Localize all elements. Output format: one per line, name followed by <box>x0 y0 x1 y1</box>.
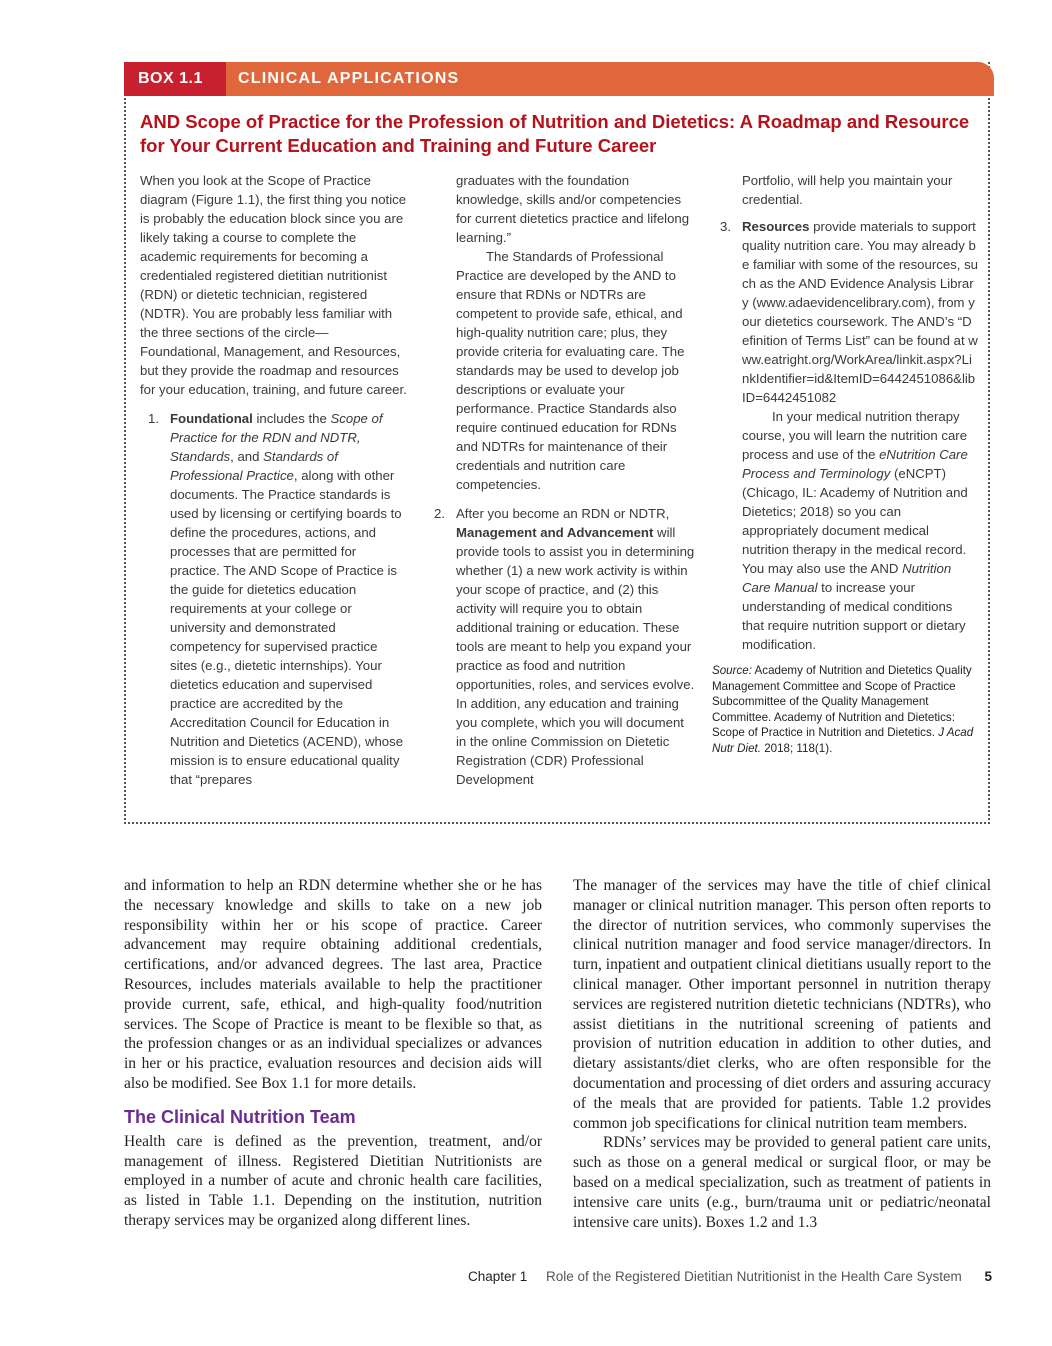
box-continued-paragraph: Portfolio, will help you maintain your credential. <box>742 173 953 207</box>
text-run: will provide tools to assist you in determining whether (1) a new work activity is within your scope of practice, and (2) this activity will require you to obtain additional training or education. These tools are meant to help you expand your practice as food and nutrition opportunities, roles, and services evolve. In addition, any education and training you complete, which you will document in the online Commission on Dietetic Registration (CDR) Professional Development <box>456 525 695 787</box>
body-paragraph: The manager of the services may have the title of chief clinical manager or clinical nutrition manager. This person often reports to the director of nutrition services, who commonly supervises the clinical nutrition manager and food service manager/directors. In turn, inpatient and outpatient clinical dietitians usually report to the clinical manager. Other important personnel in nutrition therapy services are registered nutrition dietetic technicians (NDTRs), who assist dietitians in the nutritional screening of patients and provision of nutrition education in addition to other duties, and dietary assistants/diet clerks, who are often responsible for the documentation and processing of diet orders and assuring accuracy of the meals that are provided for patients. Table 1.2 provides common job specifications for clinical nutrition team members. <box>573 877 991 1132</box>
text-run: , along with other documents. The Practice standards is used by licensing or certifying boards to define the procedures, actions, and processes that are permitted for practice. The AND Scope of Practice is the guide for dietetics education requirements at your college or university and demonstrated competency for supervised practice sites (e.g., dietetic internships). Your dietetics education and supervised practice are accredited by the Accreditation Council for Education in Nutrition and Dietetics (ACEND), whose mission is to ensure educational quality that “prepares <box>170 468 404 787</box>
list-item-foundational <box>140 409 408 789</box>
box-category-label: CLINICAL APPLICATIONS <box>226 62 994 96</box>
journal-name: J Acad Nutr Diet. <box>712 726 974 755</box>
term-resources: Resources <box>742 219 810 234</box>
box-title: AND Scope of Practice for the Profession of Nutrition and Dietetics: A Roadmap and Resource for Your Current Education and Training and Future Career <box>140 111 970 156</box>
italic-run: Standards of Professional Practice <box>170 449 338 483</box>
main-column-left <box>124 876 542 1231</box>
body-paragraph: Health care is defined as the prevention, treatment, and/or management of illness. Registered Dietitian Nutritionists are employed in a number of acute and chronic health care facilities, as listed in Table 1.1. Depending on the institution, nutrition therapy services may be organized along different lines. <box>124 1132 542 1229</box>
italic-run: Nutrition Care Manual <box>742 561 952 595</box>
text-run: Academy of Nutrition and Dietetics Quality Management Committee and Scope of Practice Subcommittee of the Quality Management Committee. Academy of Nutrition and Dietetics: Scope of Practice in Nutrition and Dietetics. <box>712 664 972 739</box>
text-run: 2018; 118(1). <box>760 741 833 755</box>
source-label: Source: <box>712 664 752 677</box>
text-run: to increase your understanding of medical conditions that require nutrition support or dietary modification. <box>742 580 966 652</box>
italic-run: Scope of Practice for the RDN and NDTR, Standards <box>170 411 383 464</box>
page-number: 5 <box>984 1269 992 1284</box>
term-management: Management and Advancement <box>456 525 654 540</box>
list-item-resources <box>712 217 978 407</box>
main-column-right <box>573 876 991 1232</box>
box-column-3 <box>712 171 978 756</box>
box-mnt-paragraph <box>712 407 978 654</box>
body-paragraph: RDNs’ services may be provided to general patient care units, such as those on a general medical or surgical floor, or may be based on a medical specialization, such as treatment of patients in intensive care units (e.g., burn/trauma unit or pediatric/neonatal intensive care units). Boxes 1.2 and 1.3 <box>573 1134 991 1231</box>
list-number: 2. <box>434 506 445 521</box>
footer-running-title: Role of the Registered Dietitian Nutritionist in the Health Care System <box>546 1269 962 1284</box>
text-run: After you become an RDN or NDTR, <box>456 506 670 521</box>
box-header <box>126 62 992 96</box>
text-run: includes the <box>252 411 331 426</box>
text-run: provide materials to support quality nutrition care. You may already be familiar with some of the resources, such as the AND Evidence Analysis Library (www.adaevidencelibrary.com), from your dietetics coursework. The AND’s “Definition of Terms List” can be found at www.eatright.org/WorkArea/linkit.aspx?LinkIdentifier=id&ItemID=6442451086&libID=6442451082 <box>742 219 979 405</box>
text-run: , and <box>230 449 264 464</box>
box-continued-paragraph: graduates with the foundation knowledge, skills and/or competencies for current dietetics practice and lifelong learning.” <box>456 173 690 245</box>
box-column-2 <box>426 171 696 789</box>
text-run: (eNCPT) (Chicago, IL: Academy of Nutrition and Dietetics; 2018) so you can appropriately document medical nutrition therapy in the medical record. You may also use the AND <box>742 466 968 576</box>
box-standards-paragraph: The Standards of Professional Practice are developed by the AND to ensure that RDNs or NDTRs are competent to provide safe, ethical, and high-quality nutrition care; plus, they provide criteria for evaluating care. The standards may be used to develop job descriptions or evaluate your performance. Practice Standards also require continued education for RDNs and NDTRs for maintenance of their credentials and nutrition care competencies. <box>456 249 685 492</box>
box-source-note <box>712 663 978 756</box>
list-number: 1. <box>148 411 159 426</box>
section-heading: The Clinical Nutrition Team <box>124 1106 356 1127</box>
italic-run: eNutrition Care Process and Terminology <box>742 447 968 481</box>
list-item-management <box>426 504 696 789</box>
body-paragraph: and information to help an RDN determine whether she or he has the necessary knowledge and skills to take on a new job responsibility within her or his scope of practice. Career advancement may require obtaining additional credentials, certifications, and/or advanced degrees. The last area, Practice Resources, includes materials available to help the practitioner provide current, safe, ethical, and high-quality food/nutrition services. The Scope of Practice is meant to be flexible so that, as the profession changes or as an individual specializes or advances in her or his practice, evaluation resources and decision aids will also be modified. See Box 1.1 for more details. <box>124 877 542 1092</box>
clinical-applications-box <box>124 62 990 824</box>
footer-chapter: Chapter 1 <box>468 1269 528 1284</box>
list-number: 3. <box>720 219 731 234</box>
box-column-1 <box>140 171 408 789</box>
term-foundational: Foundational <box>170 411 253 426</box>
box-number-tag: BOX 1.1 <box>124 62 226 96</box>
page-footer <box>468 1269 992 1289</box>
text-run: In your medical nutrition therapy course, you will learn the nutrition care process and use of the <box>742 409 968 462</box>
box-intro-paragraph: When you look at the Scope of Practice diagram (Figure 1.1), the first thing you notice is probably the education block since you are likely taking a course to complete the academic requirements for becoming a credentialed registered dietitian nutritionist (RDN) or dietetic technician, registered (NDTR). You are probably less familiar with the three sections of the circle—Foundational, Management, and Resources, but they provide the roadmap and resources for your education, training, and future career. <box>140 173 407 397</box>
